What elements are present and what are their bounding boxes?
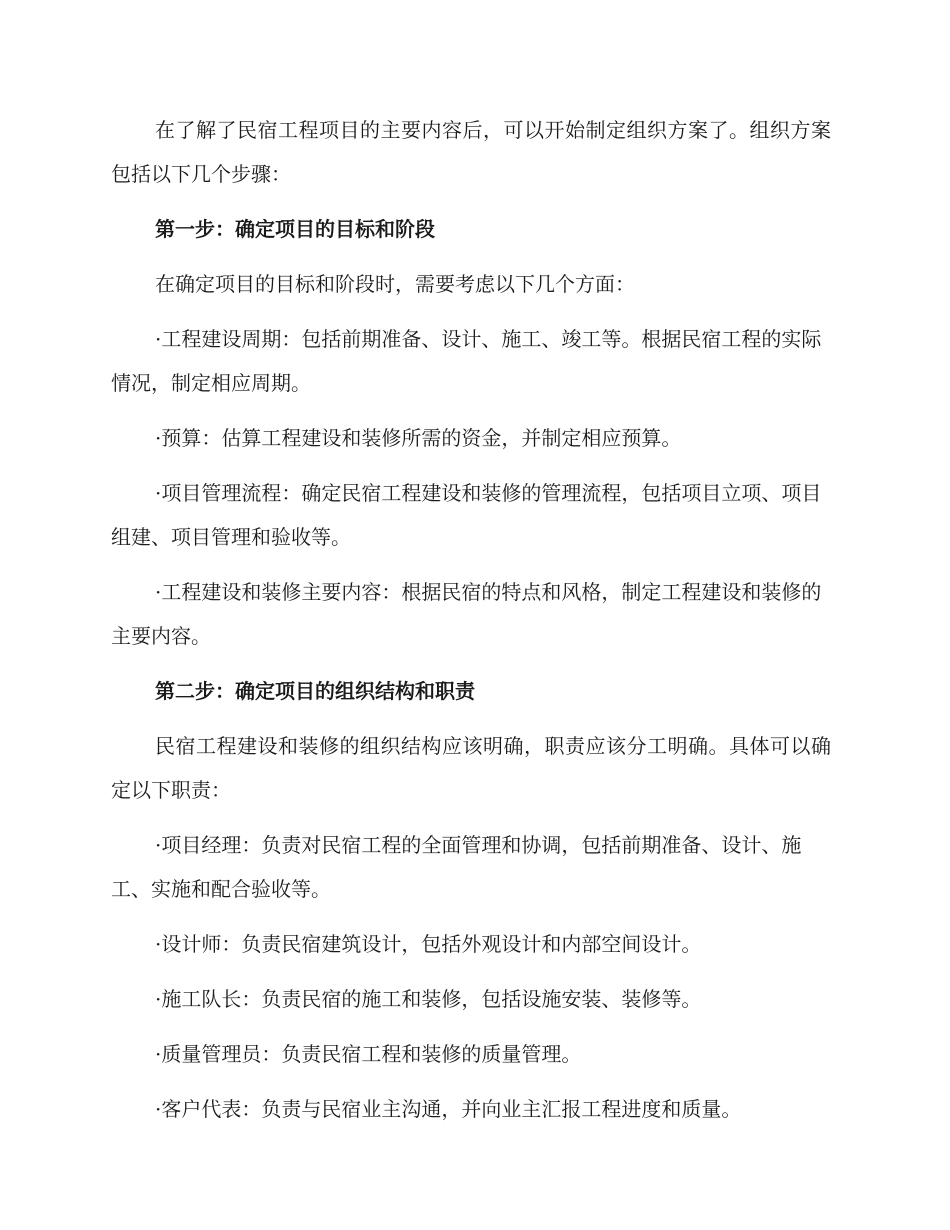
step2-list-item [111,922,831,966]
step1-item-text: 预算：估算工程建设和装修所需的资金，并制定相应预算。 [161,426,682,450]
step2-list-item [111,823,831,911]
bullet-dot: · [155,833,162,857]
step1-list-item [111,471,831,559]
step2-list-item [111,1087,831,1131]
step1-lead-paragraph: 在确定项目的目标和阶段时，需要考虑以下几个方面： [155,272,635,296]
step2-item-text: 客户代表：负责与民宿业主沟通，并向业主汇报工程进度和质量。 [161,1097,742,1121]
step1-list-item [111,317,831,405]
step1-heading: 第一步：确定项目的目标和阶段 [155,217,435,241]
bullet-dot: · [155,987,162,1011]
bullet-dot: · [155,580,162,604]
step1-item-text: 项目管理流程：确定民宿工程建设和装修的管理流程，包括项目立项、项目组建、项目管理和验收等。 [111,481,822,549]
step2-heading: 第二步：确定项目的组织结构和职责 [155,679,475,703]
bullet-dot: · [155,1042,162,1066]
intro-paragraph: 在了解了民宿工程项目的主要内容后，可以开始制定组织方案了。组织方案包括以下几个步骤： [111,118,831,186]
step2-list-item [111,977,831,1021]
step2-list-item [111,1032,831,1076]
step2-lead-paragraph: 民宿工程建设和装修的组织结构应该明确，职责应该分工明确。具体可以确定以下职责： [111,734,831,802]
step2-item-text: 施工队长：负责民宿的施工和装修，包括设施安装、装修等。 [161,987,702,1011]
step1-list-item [111,416,831,460]
step1-item-text: 工程建设和装修主要内容：根据民宿的特点和风格，制定工程建设和装修的主要内容。 [111,580,822,648]
step2-item-text: 设计师：负责民宿建筑设计，包括外观设计和内部空间设计。 [161,932,702,956]
step2-item-text: 质量管理员：负责民宿工程和装修的质量管理。 [161,1042,582,1066]
bullet-dot: · [155,327,162,351]
bullet-dot: · [155,932,162,956]
step2-item-text: 项目经理：负责对民宿工程的全面管理和协调，包括前期准备、设计、施工、实施和配合验收等。 [111,833,802,901]
step1-item-text: 工程建设周期：包括前期准备、设计、施工、竣工等。根据民宿工程的实际情况，制定相应周期。 [111,327,822,395]
bullet-dot: · [155,426,162,450]
step1-list-item [111,570,831,658]
document-body [111,108,831,1142]
bullet-dot: · [155,1097,162,1121]
bullet-dot: · [155,481,162,505]
